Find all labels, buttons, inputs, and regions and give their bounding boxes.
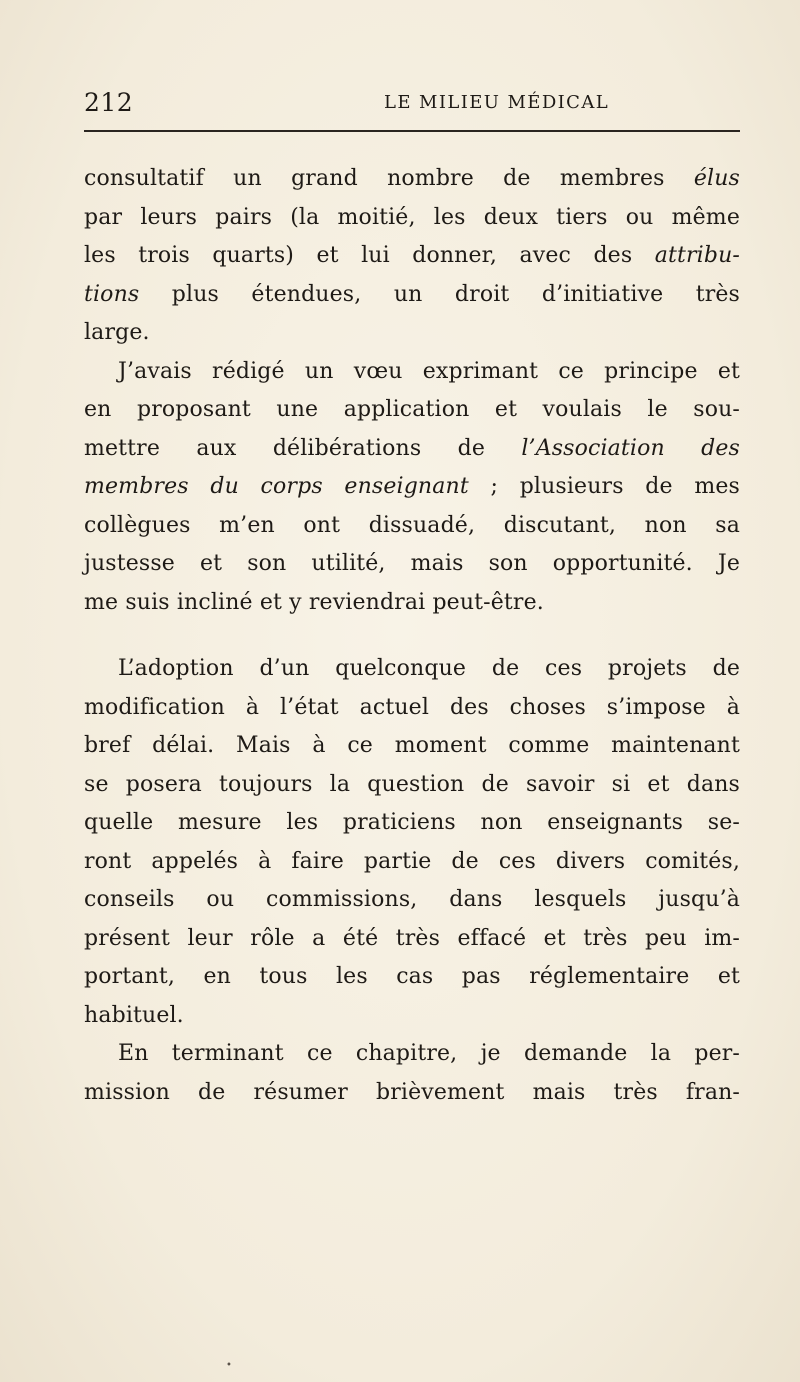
text-line: me suis incliné et y reviendrai peut-être. <box>84 589 544 615</box>
text-line: mission de résumer brièvement mais très fran- <box>84 1079 740 1105</box>
text-line: large. <box>84 320 150 345</box>
text-line: consultatif un grand nombre de membres élus <box>84 166 740 191</box>
text-line: présent leur rôle a été très effacé et très peu im- <box>84 925 740 951</box>
page-number: 212 <box>84 88 134 117</box>
text-line: les trois quarts) et lui donner, avec des attribu- <box>84 243 740 268</box>
text-line: L’adoption d’un quelconque de ces projets de <box>118 656 740 681</box>
text-line: modification à l’état actuel des choses s’impose à <box>84 694 740 720</box>
text-line: bref délai. Mais à ce moment comme maintenant <box>84 733 740 758</box>
text-line: par leurs pairs (la moitié, les deux tiers ou même <box>84 204 740 230</box>
text-line: portant, en tous les cas pas réglementaire et <box>84 964 740 989</box>
text-line: conseils ou commissions, dans lesquels jusqu’à <box>84 887 740 912</box>
body-text <box>84 160 740 1112</box>
text-line: ront appelés à faire partie de ces divers comités, <box>84 848 740 874</box>
text-line: habituel. <box>84 1002 184 1028</box>
text-line: J’avais rédigé un vœu exprimant ce principe et <box>118 358 740 384</box>
text-line: mettre aux délibérations de l’Association des <box>84 435 740 461</box>
text-line: tions plus étendues, un droit d’initiative très <box>84 281 740 307</box>
page-header <box>84 88 740 124</box>
header-rule <box>84 130 740 132</box>
text-line: collègues m’en ont dissuadé, discutant, non sa <box>84 512 740 538</box>
text-line: en proposant une application et voulais le sou- <box>84 397 740 422</box>
text-line: quelle mesure les praticiens non enseignants se- <box>84 810 740 835</box>
text-line: En terminant ce chapitre, je demande la per- <box>118 1041 740 1066</box>
running-title: LE MILIEU MÉDICAL <box>384 92 610 113</box>
text-line: membres du corps enseignant ; plusieurs de mes <box>84 474 740 499</box>
text-line: se posera toujours la question de savoir si et dans <box>84 771 740 797</box>
ink-speck: • <box>226 1360 232 1371</box>
text-line: justesse et son utilité, mais son opportunité. Je <box>84 551 740 576</box>
paragraph-gap <box>84 622 740 650</box>
